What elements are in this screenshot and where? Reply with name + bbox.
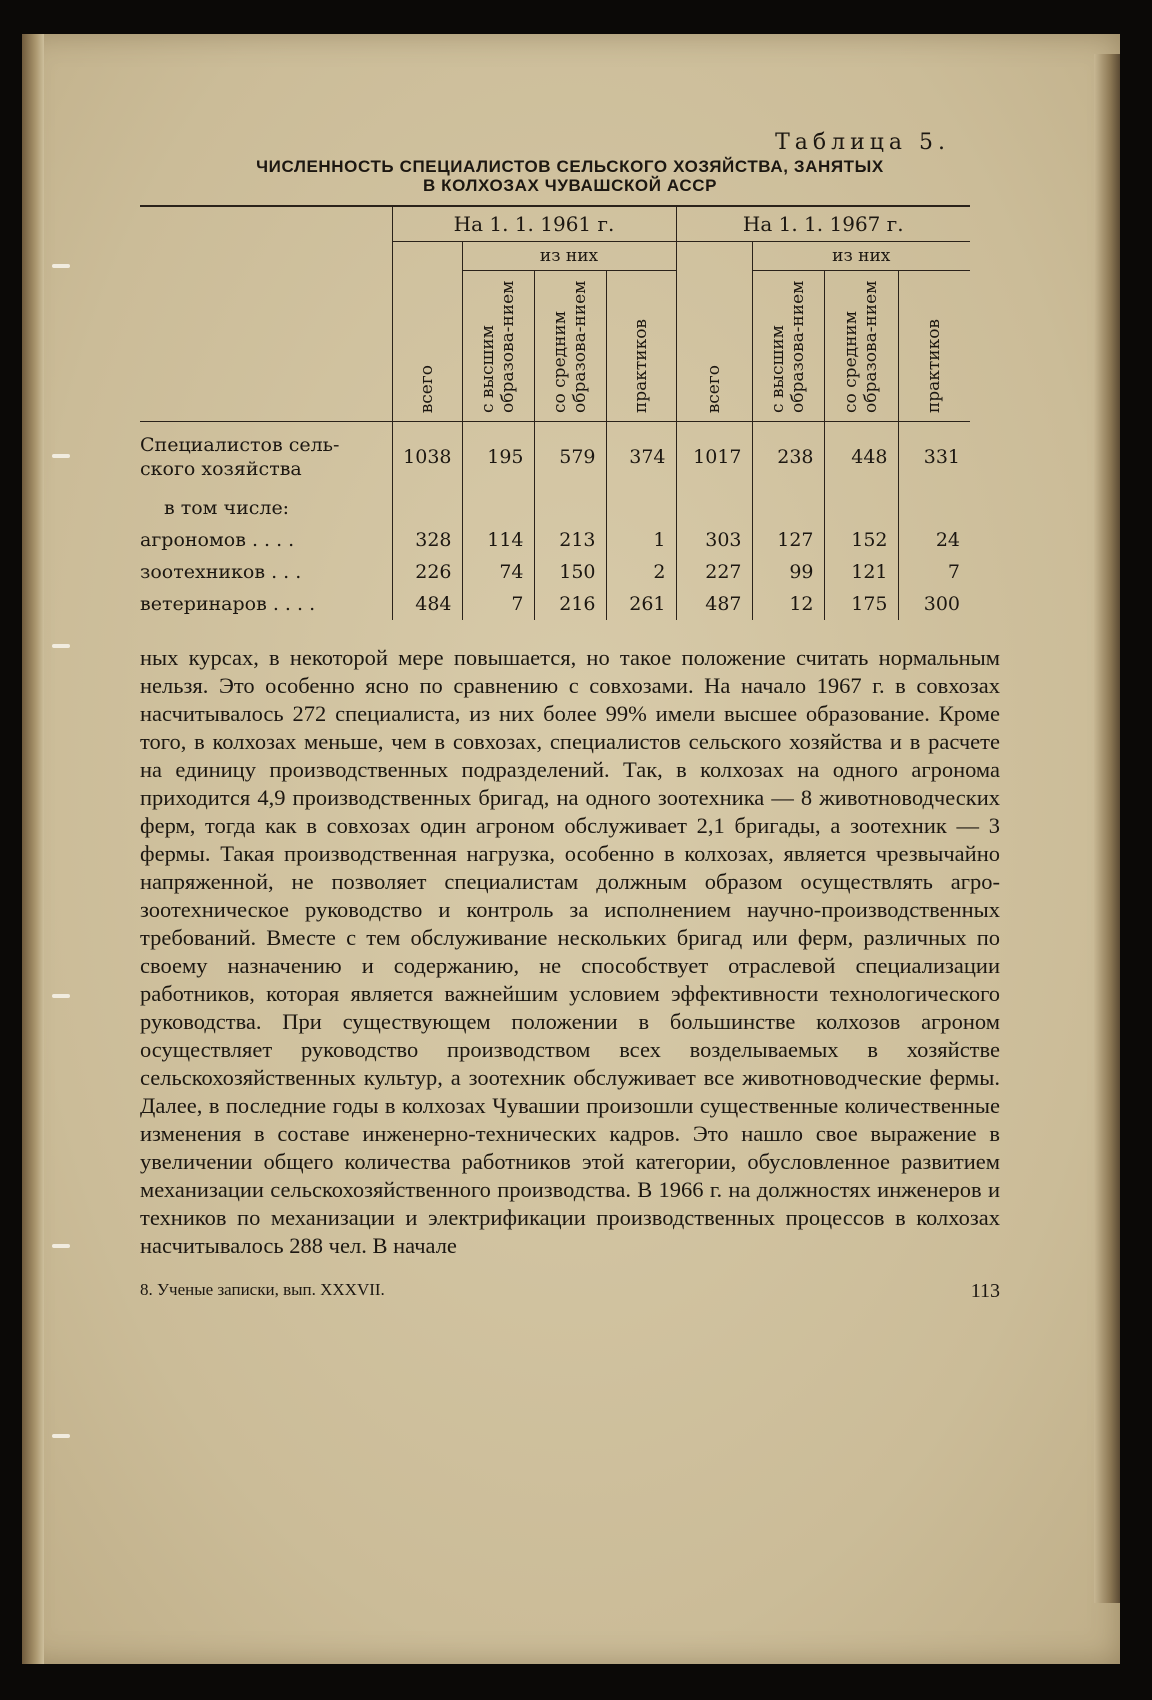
body-text (140, 644, 1000, 1260)
table-cell: 331 (898, 422, 970, 493)
table-cell: 152 (824, 524, 898, 556)
table-cell (392, 492, 462, 524)
table-row (140, 588, 970, 620)
table-cell (462, 492, 534, 524)
footer-publication: 8. Ученые записки, вып. XXXVII. (140, 1280, 385, 1299)
col-total-1967: всего (676, 242, 752, 422)
page-footer (140, 1280, 1000, 1303)
table-cell: 448 (824, 422, 898, 493)
table-cell (606, 492, 676, 524)
table-cell (824, 492, 898, 524)
table-cell: 303 (676, 524, 752, 556)
col-total-1961: всего (392, 242, 462, 422)
col-practical-1961: практиков (606, 271, 676, 422)
row-label: в том числе: (164, 497, 290, 519)
table-cell: 484 (392, 588, 462, 620)
table-cell: 121 (824, 556, 898, 588)
table-title-line2: В КОЛХОЗАХ ЧУВАШСКОЙ АССР (422, 176, 718, 195)
table-cell: 150 (534, 556, 606, 588)
table-cell: 175 (824, 588, 898, 620)
table-cell: 487 (676, 588, 752, 620)
stitch-mark (52, 1434, 70, 1438)
table-cell: 7 (898, 556, 970, 588)
stitch-mark (52, 454, 70, 458)
table-row (140, 422, 970, 493)
col-secondary-1967: со средним образова-нием (824, 271, 898, 422)
subheader-iz-nih-1961: из них (462, 242, 676, 271)
table-cell: 238 (752, 422, 824, 493)
col-higher-1961: с высшим образова-нием (462, 271, 534, 422)
table-cell: 2 (606, 556, 676, 588)
table-body (140, 422, 970, 621)
body-paragraph: ных курсах, в некоторой мере повышается, но такое положение считать нормальным нельзя. Это особенно ясно по сравнению с совхозами. На начало 1967 г. в совхозах насчитывалось 272 специалиста, из них более 99% имели высшее образование. Кроме того, в колхозах меньше, чем в совхозах, специалистов сельского хозяйства и в расчете на единицу производственных подразделений. Так, в колхозах на одного агронома приходится 4,9 производственных бригад, на одного зоотехника — 8 животноводческих ферм, тогда как в совхозах один агроном обслуживает 2,1 бригады, а зоотехник — 3 фермы. Такая производственная нагрузка, особенно в колхозах, является чрезвычайно напряженной, не позволяет специалистам должным образом осуществлять агро-зоотехническое руководство и контроль за исполнением научно-производственных требований. Вместе с тем обслуживание нескольких бригад или ферм, различных по своему назначению и содержанию, не способствует отраслевой специализации работников, которая является важнейшим условием эффективности технологического руководства. При существующем положении в большинстве колхозов агроном осуществляет руководство производством всех возделываемых в хозяйстве сельскохозяйственных культур, а зоотехник обслуживает все животноводческие фермы. Далее, в последние годы в колхозах Чувашии произошли существенные количественные изменения в составе инженерно-технических кадров. Это нашло свое выражение в увеличении общего количества работников этой категории, обусловленное развитием механизации сельскохозяйственного производства. В 1966 г. на должностях инженеров и техников по механизации и электрификации производственных процессов в колхозах насчитывалось 288 чел. В начале (140, 645, 1000, 1258)
table-cell: 579 (534, 422, 606, 493)
row-label: ветеринаров . . . . (140, 593, 316, 615)
page-content (140, 130, 1000, 1303)
table-row (140, 492, 970, 524)
table-label: Таблица 5. (775, 130, 950, 155)
col-secondary-1961: со средним образова-нием (534, 271, 606, 422)
page-edge (1094, 54, 1120, 1603)
table-cell: 261 (606, 588, 676, 620)
col-higher-1967: с высшим образова-нием (752, 271, 824, 422)
table-cell: 227 (676, 556, 752, 588)
table-cell: 74 (462, 556, 534, 588)
table-row (140, 556, 970, 588)
stitch-mark (52, 264, 70, 268)
subheader-iz-nih-1967: из них (752, 242, 970, 271)
table-cell: 99 (752, 556, 824, 588)
table-cell: 1038 (392, 422, 462, 493)
group-header-1967: На 1. 1. 1967 г. (676, 206, 970, 242)
specialists-table (140, 205, 970, 620)
table-title-line1: ЧИСЛЕННОСТЬ СПЕЦИАЛИСТОВ СЕЛЬСКОГО ХОЗЯЙСТВА, ЗАНЯТЫХ (256, 157, 884, 176)
table-cell: 1 (606, 524, 676, 556)
table-cell: 328 (392, 524, 462, 556)
binding-edge (22, 34, 44, 1664)
row-label: Специалистов сель-ского хозяйства (140, 434, 340, 480)
table-cell: 12 (752, 588, 824, 620)
row-label: зоотехников . . . (140, 561, 302, 583)
table-cell: 7 (462, 588, 534, 620)
table-cell: 216 (534, 588, 606, 620)
table-cell (752, 492, 824, 524)
stitch-mark (52, 644, 70, 648)
page-number: 113 (970, 1280, 1000, 1302)
table-title (140, 157, 1000, 195)
table-cell: 300 (898, 588, 970, 620)
table-cell: 127 (752, 524, 824, 556)
table-cell (898, 492, 970, 524)
table-cell: 213 (534, 524, 606, 556)
table-cell: 24 (898, 524, 970, 556)
stitch-mark (52, 1244, 70, 1248)
table-cell (534, 492, 606, 524)
table-cell (676, 492, 752, 524)
group-header-1961: На 1. 1. 1961 г. (392, 206, 676, 242)
table-cell: 374 (606, 422, 676, 493)
table-cell: 1017 (676, 422, 752, 493)
table-cell: 226 (392, 556, 462, 588)
table-cell: 195 (462, 422, 534, 493)
row-label: агрономов . . . . (140, 529, 295, 551)
stitch-mark (52, 994, 70, 998)
table-row (140, 524, 970, 556)
col-practical-1967: практиков (898, 271, 970, 422)
table-corner (140, 206, 392, 422)
table-cell: 114 (462, 524, 534, 556)
